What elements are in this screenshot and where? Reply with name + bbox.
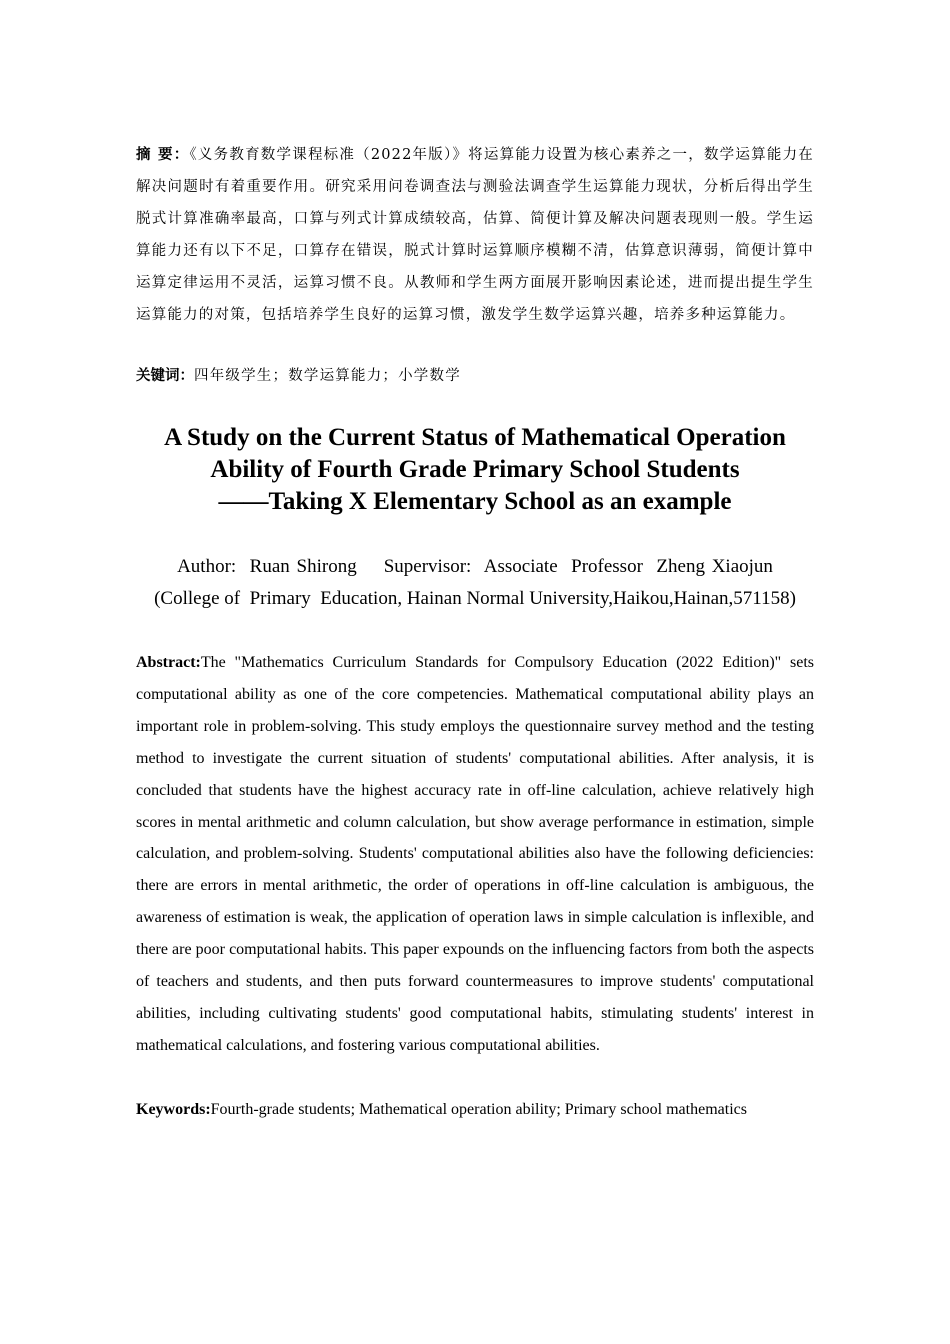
english-abstract-label: Abstract: <box>136 654 201 671</box>
english-abstract-text: The "Mathematics Curriculum Standards for Compulsory Education (2022 Edition)" sets computational ability as one of the core competencies. Mathematical computational ability plays an important role in problem-solving. This study employs the questionnaire survey method and the testing method to investigate the current situation of students' computational abilities. After analysis, it is concluded that students have the highest accuracy rate in off-line calculation, achieve relatively high scores in mental arithmetic and column calculation, but show average performance in estimation, simple calculation, and problem-solving. Students' computational abilities also have the following deficiencies: there are errors in mental arithmetic, the order of operations in off-line calculation is ambiguous, the awareness of estimation is weak, the application of operation laws in simple calculation is inflexible, and there are poor computational habits. This paper expounds on the influencing factors from both the aspects of teachers and students, and then puts forward countermeasures to improve students' computational abilities, including cultivating students' good computational habits, stimulating students' interest in mathematical calculations, and fostering various computational abilities. <box>136 654 814 1054</box>
chinese-abstract-label: 摘 要： <box>136 147 190 163</box>
english-keywords-text: Fourth-grade students; Mathematical operation ability; Primary school mathematics <box>210 1101 747 1118</box>
chinese-keywords-text: 四年级学生；数学运算能力；小学数学 <box>194 368 461 384</box>
chinese-keywords <box>136 362 814 390</box>
title-line-1: A Study on the Current Status of Mathematical Operation <box>164 424 786 451</box>
chinese-abstract <box>136 139 814 331</box>
affiliation-line <box>100 584 850 614</box>
title-line-3: ——Taking X Elementary School as an example <box>218 488 732 515</box>
author-text: Author: Ruan Shirong Supervisor: Associate Professor Zheng Xiaojun <box>177 556 773 577</box>
english-title <box>100 422 850 518</box>
chinese-abstract-text: 《义务教育数学课程标准（2022年版）》将运算能力设置为核心素养之一，数学运算能力在解决问题时有着重要作用。研究采用问卷调查法与测验法调查学生运算能力现状，分析后得出学生脱式计算准确率最高，口算与列式计算成绩较高，估算、简便计算及解决问题表现则一般。学生运算能力还有以下不足，口算存在错误，脱式计算时运算顺序模糊不清，估算意识薄弱，简便计算中运算定律运用不灵活，运算习惯不良。从教师和学生两方面展开影响因素论述，进而提出提生学生运算能力的对策，包括培养学生良好的运算习惯，激发学生数学运算兴趣，培养多种运算能力。 <box>136 147 814 323</box>
title-line-2: Ability of Fourth Grade Primary School Students <box>210 456 740 483</box>
affiliation-text: (College of Primary Education, Hainan Normal University,Haikou,Hainan,571158) <box>154 588 796 609</box>
english-keywords <box>136 1094 814 1126</box>
chinese-keywords-label: 关键词： <box>136 368 194 384</box>
author-line <box>100 552 850 582</box>
english-abstract <box>136 647 814 1062</box>
english-keywords-label: Keywords: <box>136 1101 211 1118</box>
